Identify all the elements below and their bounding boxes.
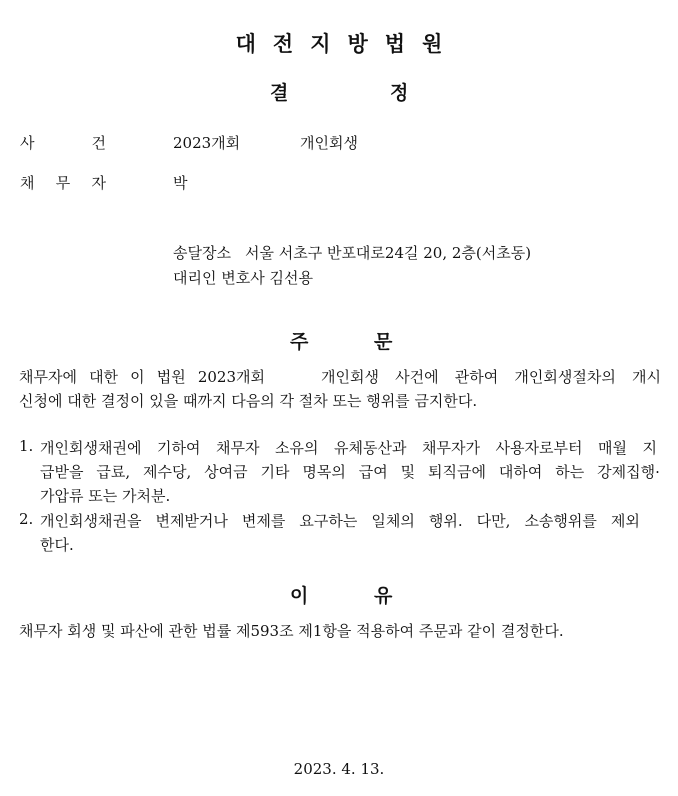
court-name: 대전지방법원 — [235, 32, 460, 56]
debtor-label — [20, 172, 106, 193]
service-address-value: 서울 서초구 반포대로24길 20, 2층(서초동) — [244, 244, 532, 262]
reason-heading-first-char: 이 — [290, 585, 309, 607]
reason-text: 채무자 회생 및 파산에 관한 법률 제593조 제1항을 적용하여 주문과 같이 결정한다. — [19, 622, 564, 640]
word: 법원 — [156, 368, 186, 386]
debtor-label-char: 자 — [91, 174, 106, 192]
word: 및 — [400, 463, 416, 481]
service-address — [173, 242, 531, 263]
doc-title-first-char: 결 — [270, 82, 289, 104]
item-2-line-1 — [40, 510, 640, 531]
word: 매월 — [597, 439, 627, 457]
item-1-line-1 — [40, 437, 657, 458]
word: 명목의 — [302, 463, 346, 481]
order-heading-first-char: 주 — [290, 331, 309, 353]
doc-title-second-char: 정 — [390, 82, 409, 104]
word: 급여 — [358, 463, 388, 481]
word: 개시 — [632, 368, 661, 386]
debtor-name: 박 — [173, 174, 188, 192]
word: 변제를 — [241, 512, 286, 530]
word: 급받을 — [40, 463, 84, 481]
case-type: 개인회생 — [300, 134, 358, 152]
word: 제수당, — [143, 463, 192, 481]
service-address-label: 송달장소 — [173, 244, 231, 262]
reason-heading-second-char: 유 — [374, 585, 393, 607]
word: 개인회생절차의 — [514, 368, 616, 386]
debtor-label-char: 무 — [55, 174, 71, 192]
word: 사건에 — [395, 368, 439, 386]
word: 소송행위를 — [524, 512, 597, 530]
case-label — [20, 132, 106, 153]
word: 관하여 — [454, 368, 499, 386]
word: 소유의 — [275, 439, 319, 457]
order-intro-line-1 — [19, 366, 661, 387]
word: 채무자에 — [19, 368, 77, 386]
word: 변제받거나 — [155, 512, 228, 530]
word: 기타 — [260, 463, 290, 481]
word: 기하여 — [156, 439, 201, 457]
word: 채무자가 — [422, 439, 480, 457]
word: 제외 — [610, 512, 640, 530]
case-number: 2023개회 — [173, 134, 241, 152]
item-2-line-2: 한다. — [40, 536, 74, 554]
word: 일체의 — [371, 512, 415, 530]
word: 강제집행· — [597, 463, 660, 481]
word: 개인회생채권을 — [40, 512, 142, 530]
case-label-char: 사 — [20, 134, 35, 152]
word: 이 — [130, 368, 145, 386]
item-number: 2. — [19, 510, 34, 528]
case-number-ref: 2023개회 — [197, 368, 265, 386]
word: 상여금 — [204, 463, 248, 481]
word: 급료, — [96, 463, 131, 481]
word: 퇴직금에 — [428, 463, 487, 481]
item-1-line-2 — [40, 461, 660, 482]
agent: 대리인 변호사 김선용 — [173, 269, 313, 287]
word: 사용자로부터 — [495, 439, 583, 457]
word: 다만, — [476, 512, 511, 530]
order-intro-part-1 — [19, 366, 265, 387]
debtor-label-char: 채 — [20, 174, 35, 192]
word: 유체동산과 — [334, 439, 407, 457]
word: 채무자 — [215, 439, 260, 457]
decision-date: 2023. 4. 13. — [293, 760, 385, 778]
word: 개인회생채권에 — [40, 439, 142, 457]
case-label-char: 건 — [91, 134, 106, 152]
word: 대한 — [89, 368, 119, 386]
item-1-line-3: 가압류 또는 가처분. — [40, 487, 171, 505]
word: 지 — [642, 439, 657, 457]
order-heading-second-char: 문 — [374, 331, 393, 353]
word: 요구하는 — [299, 512, 358, 530]
word: 행위. — [428, 512, 463, 530]
order-intro-line-2: 신청에 대한 결정이 있을 때까지 다음의 각 절차 또는 행위를 금지한다. — [19, 392, 478, 410]
word: 개인회생 — [321, 368, 379, 386]
item-number: 1. — [19, 437, 34, 455]
order-intro-part-2 — [321, 366, 661, 387]
word: 하는 — [555, 463, 585, 481]
word: 대하여 — [498, 463, 543, 481]
